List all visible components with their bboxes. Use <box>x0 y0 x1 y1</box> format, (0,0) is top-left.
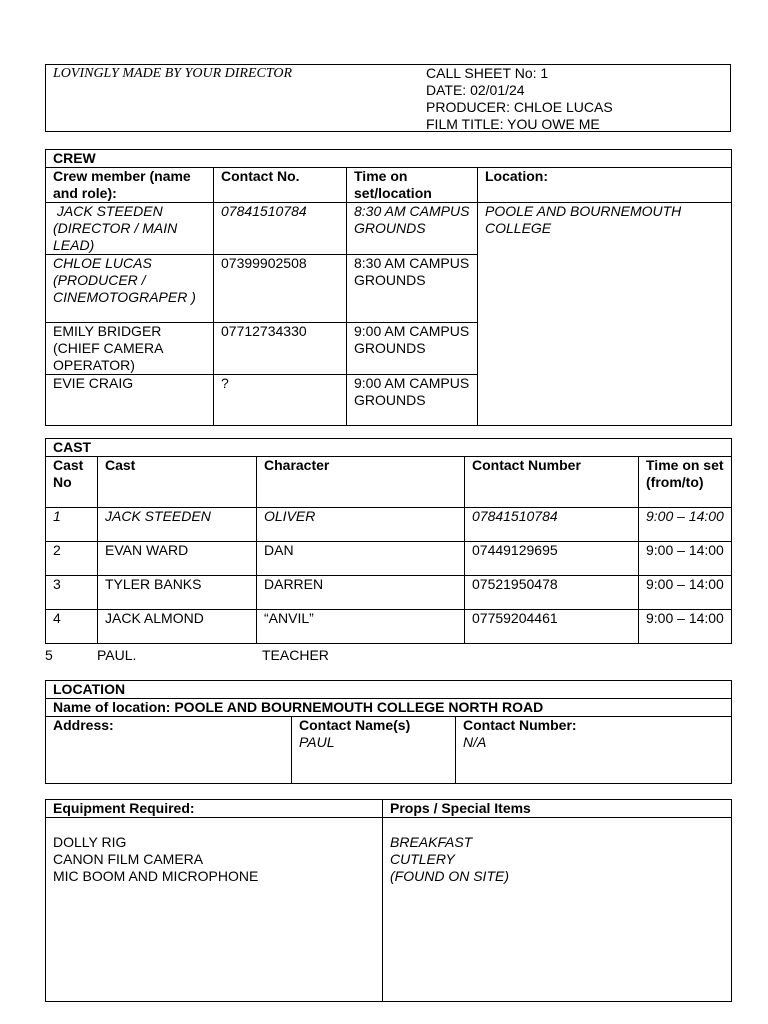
cast-header-contact: Contact Number <box>465 457 639 508</box>
cast-contact: 07521950478 <box>465 576 639 610</box>
location-title: LOCATION <box>46 681 732 699</box>
list-item: (FOUND ON SITE) <box>390 868 509 884</box>
cast-time: 9:00 – 14:00 <box>639 576 732 610</box>
cast-contact: 07759204461 <box>465 610 639 644</box>
cast-header-time: Time on set (from/to) <box>639 457 732 508</box>
equipment-label: Equipment Required: <box>46 800 383 818</box>
cast-time: 9:00 – 14:00 <box>639 508 732 542</box>
crew-contact: 07841510784 <box>214 203 347 255</box>
contact-name-value: PAUL <box>299 734 335 750</box>
cast-no: 1 <box>46 508 98 542</box>
crew-section <box>45 149 731 426</box>
table-row <box>46 508 732 542</box>
crew-contact: 07712734330 <box>214 323 347 375</box>
contact-name-label: Contact Name(s) <box>299 717 411 733</box>
table-row <box>46 542 732 576</box>
cast-time: 9:00 – 14:00 <box>639 542 732 576</box>
cast-name: JACK ALMOND <box>98 610 257 644</box>
call-sheet-header <box>45 64 731 132</box>
crew-time: 9:00 AM CAMPUS GROUNDS <box>347 323 478 375</box>
contact-name-cell <box>292 717 456 784</box>
producer-line: PRODUCER: CHLOE LUCAS <box>426 99 613 115</box>
cast-no: 4 <box>46 610 98 644</box>
contact-number-value: N/A <box>463 734 487 750</box>
table-row <box>46 203 732 255</box>
list-item: CANON FILM CAMERA <box>53 851 204 867</box>
address-label: Address: <box>53 717 114 733</box>
crew-header-time: Time on set/location <box>347 168 478 203</box>
crew-time: 9:00 AM CAMPUS GROUNDS <box>347 375 478 426</box>
list-item: CUTLERY <box>390 851 455 867</box>
cast-table <box>45 438 732 644</box>
cast-extra-no: 5 <box>45 647 53 663</box>
location-section <box>45 680 731 784</box>
cast-time: 9:00 – 14:00 <box>639 610 732 644</box>
made-by-line: LOVINGLY MADE BY YOUR DIRECTOR <box>53 66 293 81</box>
crew-header-member: Crew member (name and role): <box>46 168 214 203</box>
cast-section <box>45 438 731 644</box>
cast-header-cast: Cast <box>98 457 257 508</box>
equipment-table <box>45 799 732 1002</box>
address-cell <box>46 717 292 784</box>
crew-table <box>45 149 732 426</box>
cast-header-character: Character <box>257 457 465 508</box>
crew-member: CHLOE LUCAS (PRODUCER / CINEMOTOGRAPER ) <box>46 255 214 323</box>
location-name: Name of location: POOLE AND BOURNEMOUTH COLLEGE NORTH ROAD <box>46 699 732 717</box>
crew-member: JACK STEEDEN (DIRECTOR / MAIN LEAD) <box>46 203 214 255</box>
cast-character: DARREN <box>257 576 465 610</box>
contact-number-cell <box>456 717 732 784</box>
list-item: BREAKFAST <box>390 834 473 850</box>
table-row <box>46 576 732 610</box>
crew-location: POOLE AND BOURNEMOUTH COLLEGE <box>478 203 732 426</box>
location-table <box>45 680 732 784</box>
props-label: Props / Special Items <box>383 800 732 818</box>
cast-character: DAN <box>257 542 465 576</box>
crew-member: EMILY BRIDGER (CHIEF CAMERA OPERATOR) <box>46 323 214 375</box>
crew-header-location: Location: <box>478 168 732 203</box>
equipment-section <box>45 799 731 1002</box>
cast-contact: 07841510784 <box>465 508 639 542</box>
cast-name: TYLER BANKS <box>98 576 257 610</box>
cast-title: CAST <box>46 439 732 457</box>
crew-header-contact: Contact No. <box>214 168 347 203</box>
call-sheet-number: CALL SHEET No: 1 <box>426 65 549 81</box>
cast-character: OLIVER <box>257 508 465 542</box>
cast-name: EVAN WARD <box>98 542 257 576</box>
equipment-list <box>46 818 383 1002</box>
crew-time: 8:30 AM CAMPUS GROUNDS <box>347 203 478 255</box>
crew-title: CREW <box>46 150 732 168</box>
list-item: DOLLY RIG <box>53 834 127 850</box>
call-sheet-date: DATE: 02/01/24 <box>426 82 525 98</box>
cast-contact: 07449129695 <box>465 542 639 576</box>
crew-time: 8:30 AM CAMPUS GROUNDS <box>347 255 478 323</box>
cast-name: JACK STEEDEN <box>98 508 257 542</box>
crew-contact: ? <box>214 375 347 426</box>
list-item: MIC BOOM AND MICROPHONE <box>53 868 259 884</box>
table-row <box>46 610 732 644</box>
cast-no: 3 <box>46 576 98 610</box>
cast-character: “ANVIL” <box>257 610 465 644</box>
cast-no: 2 <box>46 542 98 576</box>
cast-header-no: Cast No <box>46 457 98 508</box>
props-list <box>383 818 732 1002</box>
crew-member: EVIE CRAIG <box>46 375 214 426</box>
contact-number-label: Contact Number: <box>463 717 577 733</box>
film-title-line: FILM TITLE: YOU OWE ME <box>426 116 600 132</box>
cast-extra-name: PAUL. <box>97 647 137 663</box>
crew-contact: 07399902508 <box>214 255 347 323</box>
cast-extra-character: TEACHER <box>262 647 329 663</box>
call-sheet-info <box>426 65 613 133</box>
